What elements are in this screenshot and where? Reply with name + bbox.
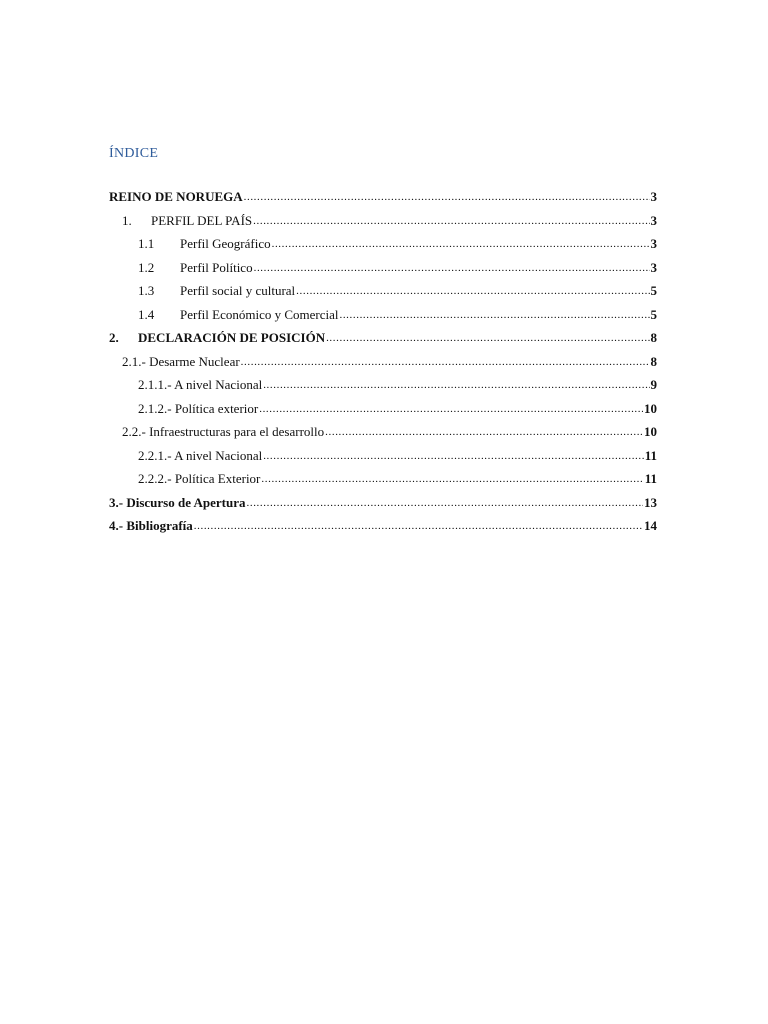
toc-leader xyxy=(261,470,643,486)
toc-entry-text: 3.- Discurso de Apertura xyxy=(109,494,246,510)
toc-entry[interactable] xyxy=(109,236,657,260)
toc-entry[interactable] xyxy=(109,377,657,401)
toc-leader xyxy=(272,235,650,251)
toc-page-number: 13 xyxy=(644,494,657,510)
toc-entry[interactable] xyxy=(109,283,657,307)
toc-entry-number: 2. xyxy=(109,330,119,345)
toc-entry-text: 2.1.2.- Política exterior xyxy=(138,400,259,416)
toc-entry-text: 4.- Bibliografía xyxy=(109,518,193,533)
toc-title: ÍNDICE xyxy=(109,146,159,161)
toc-entry[interactable] xyxy=(109,307,657,331)
toc-entry[interactable] xyxy=(109,260,657,284)
toc-entry-text: Perfil Político xyxy=(180,259,253,275)
toc-page-number: 11 xyxy=(644,471,657,486)
toc-leader xyxy=(296,282,649,298)
toc-entry-text: 2.2.- Infraestructuras para el desarrollo xyxy=(122,424,325,439)
toc-entry-text: 2.1.1.- A nivel Nacional xyxy=(138,377,263,392)
toc-page-number: 3 xyxy=(650,212,657,228)
toc-entry-text: 2.2.2.- Política Exterior xyxy=(138,471,261,486)
toc-entry-number: 1. xyxy=(122,212,132,228)
toc-entry[interactable] xyxy=(109,213,657,237)
toc-entry[interactable] xyxy=(109,330,657,354)
toc-entry[interactable] xyxy=(109,448,657,472)
toc-entry-text: REINO DE NORUEGA xyxy=(109,189,243,204)
toc-entry-text: DECLARACIÓN DE POSICIÓN xyxy=(138,330,326,345)
toc-page-number: 10 xyxy=(644,424,657,439)
toc-entry[interactable] xyxy=(109,495,657,519)
toc-entry-text: 2.2.1.- A nivel Nacional xyxy=(138,447,263,463)
toc-page-number: 10 xyxy=(644,400,657,416)
toc-entry[interactable] xyxy=(109,189,657,213)
toc-leader xyxy=(247,494,644,510)
toc-entry-text: Perfil social y cultural xyxy=(180,283,296,298)
toc-entry-number: 1.1 xyxy=(138,236,155,251)
toc-leader xyxy=(259,400,643,416)
toc-leader xyxy=(326,329,649,345)
toc-entry-text: PERFIL DEL PAÍS xyxy=(151,212,253,228)
toc-leader xyxy=(241,353,650,369)
toc-leader xyxy=(254,259,650,275)
toc-page-number: 9 xyxy=(650,377,657,392)
toc-entry-number: 1.2 xyxy=(138,259,155,275)
toc-page-number: 3 xyxy=(650,259,657,275)
toc-entry-text: 2.1.- Desarme Nuclear xyxy=(122,353,240,369)
toc-entry-text: Perfil Geográfico xyxy=(180,236,271,251)
toc-leader xyxy=(339,306,649,322)
toc-page-number: 5 xyxy=(650,283,657,298)
toc-leader xyxy=(244,188,650,204)
toc-page-number: 3 xyxy=(650,236,657,251)
toc-entry[interactable] xyxy=(109,424,657,448)
toc-page-number: 14 xyxy=(644,518,657,533)
toc-entry[interactable] xyxy=(109,471,657,495)
table-of-contents xyxy=(109,189,657,542)
toc-page-number: 11 xyxy=(644,447,657,463)
toc-leader xyxy=(263,447,644,463)
toc-entry[interactable] xyxy=(109,518,657,542)
toc-page-number: 8 xyxy=(650,353,657,369)
toc-leader xyxy=(253,212,649,228)
toc-page-number: 5 xyxy=(650,306,657,322)
toc-entry-number: 1.3 xyxy=(138,283,155,298)
toc-entry[interactable] xyxy=(109,354,657,378)
toc-entry-number: 1.4 xyxy=(138,306,155,322)
toc-leader xyxy=(194,517,643,533)
toc-page-number: 8 xyxy=(650,330,657,345)
toc-page-number: 3 xyxy=(650,189,657,204)
toc-entry[interactable] xyxy=(109,401,657,425)
toc-leader xyxy=(325,423,643,439)
toc-leader xyxy=(263,376,649,392)
toc-entry-text: Perfil Económico y Comercial xyxy=(180,306,339,322)
